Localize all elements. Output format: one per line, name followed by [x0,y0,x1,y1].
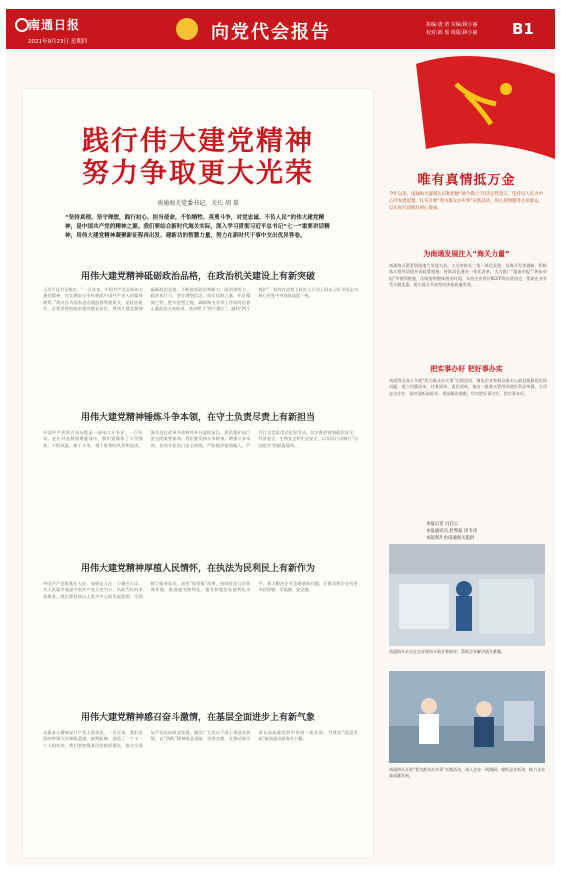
party-flag-decoration [396,54,555,164]
photo-inspection [389,544,545,646]
editor-line: 执编:唐 清 实编:顾小丽 [426,22,478,28]
paper-name: 南通日报 [28,18,81,32]
newspaper-page [6,9,555,866]
section-heading: 用伟大建党精神厚植人民情怀，在执法为民利民上有新作为 [80,564,315,574]
section-body: 永葆奋斗精神是共产党人的本色。一百年来，我们党团结带领人民筚路蓝缕、披荆斩棘，创造了一个又一个人间奇迹。我们要加强基层党组织建设，推动全面从严治党向纵深发展，激发广大党员干部干事创业热情，以“四敢”精神锐意进取、攻坚克难，在推动海关事业高质量发展中争创一流业绩，为建设“强富美高”新南通贡献海关力量。 [43,730,358,748]
byline: 南通海关党委书记、关长 胡 璟 [157,200,239,207]
paper-logo-icon [15,18,29,32]
credit: 本版图片由南通海关提供 [426,536,475,541]
photo-enterprise-visit [389,671,545,763]
side-subheading: 把实事办好 把好事办实 [430,365,503,373]
section-heading: 用伟大建党精神锤炼斗争本领，在守土负责尽责上有新担当 [80,413,315,423]
article-headline [43,126,353,190]
side-body: 南通海关深入开展“我为群众办实事”实践活动，聚焦企业和群众最关心最直接最现实的问题，建立问题清单、任务清单、责任清单，推出一批务实管用的便民利企举措。主动走访企业，面对面听取诉求，现场解决难题，切实把好事办实、把实事办好。 [389,378,547,396]
photo-caption: 南通海关开展“我为群众办实事”实践活动，深入企业一线调研，倾听企业诉求，助力企业高质量发展。 [389,767,546,778]
section-body: 中国共产党的百年历程是一部伟大斗争史。一百年来，在应对各种困难挑战中，我们党锤炼了不畏强敌、不惧风险、敢于斗争、勇于胜利的风骨和品质。海关处在改革开放和对外开放的前沿，肩负维护国门安全的重要使命。我们要发扬斗争精神，增强斗争本领，坚决守住国门安全底线，严防境外疫情输入，严厉打击走私违法犯罪活动，切实维护国家政治安全、经济安全、生物安全和生态安全，以实际行动践行“为国把关”的职责使命。 [43,430,358,448]
credit: 本报记者 冯启云 [426,522,459,527]
editor-credits [426,21,478,37]
photo-caption: 南通海关关员在企业现场开展业务指导，帮助企业解决通关难题。 [389,649,505,654]
lead-paragraph: “坚持真理、坚守理想，践行初心、担当使命，不怕牺牲、英勇斗争，对党忠诚、不负人民”的伟大建党精神，是中国共产党的精神之源。我们要结合新时代海关实际，深入学习贯彻习近平总书记“七一”重要讲话精神，用伟大建党精神凝聚新征程再出发、建新功的智慧力量，努力在新时代干事中交出优异答卷。 [65,215,330,239]
paper-date: 2021年9月23日 星期四 [28,39,88,45]
main-article [23,89,373,857]
side-subheading: 为南通发展注入“海关力量” [423,250,510,258]
credit: 本报通讯员 赵秀茹 谈韦涛 [426,529,478,534]
masthead [6,9,555,49]
headline-line: 践行伟大建党精神 [82,126,314,157]
section-heading: 用伟大建党精神砥砺政治品格，在政治机关建设上有新突破 [80,272,315,282]
section-heading: 用伟大建党精神感召奋斗激情，在基层全面进步上有新气象 [80,713,315,723]
side-article-title: 唯有真情抵万金 [417,173,516,188]
side-body: 南通海关紧紧围绕地方发展大局，主动对接长三角一体化发展、沿海开发等战略，积极落实稳外贸稳外资政策措施。持续深化通关一体化改革，大力推广“提前申报”“两步申报”等便利措施，压缩货物整体通关时间。支持企业用好RCEP等自贸协定，帮助企业享受关税优惠，助力地方开放型经济高质量发展。 [389,263,547,287]
section-title: 向党代会报告 [211,22,331,43]
party-emblem-icon [176,18,198,40]
side-article-lead: 今年以来，南通海关深刻认识和把握“两个确立”的决定性意义，坚持以人民为中心的发展思想，扎实开展“我为群众办实事”实践活动，用心用情服务企业群众，以实际行动践行初心使命。 [389,192,543,211]
headline-line: 努力争取更大光荣 [82,158,314,189]
page-number: B1 [512,20,534,38]
section-body: 习近平总书记指出：“一百年来，中国共产党弘扬伟大建党精神，在长期奋斗中构建起中国共产党人的精神谱系。”海关作为国家进出境监督管理机关，是政治机关，必须坚持把政治建设摆在首位，用伟大建党精神砥砺政治品格，不断提高政治判断力、政治领悟力、政治执行力。坚定理想信念，筑牢信仰之基，补足精神之钙，把牢思想之舵，确保海关各项工作始终沿着正确政治方向前进。坚决捍卫“两个确立”，做到“两个维护”，始终在思想上政治上行动上同以习近平同志为核心的党中央保持高度一致。 [43,287,358,312]
editor-line: 校对:薛 瑶 组版:顾小丽 [426,30,478,36]
section-body: 中国共产党根基在人民、血脉在人民、力量在人民。为人民谋幸福是中国共产党立党为公、执政为民的本质要求。我们要坚持以人民为中心的发展思想，牢固树立服务意识，深化“放管服”改革，持续优化口岸营商环境，推进通关便利化，提升跨境贸易便利化水平，着力解决企业急难愁盼问题，让群众和企业有更多获得感、幸福感、安全感。 [43,581,358,599]
